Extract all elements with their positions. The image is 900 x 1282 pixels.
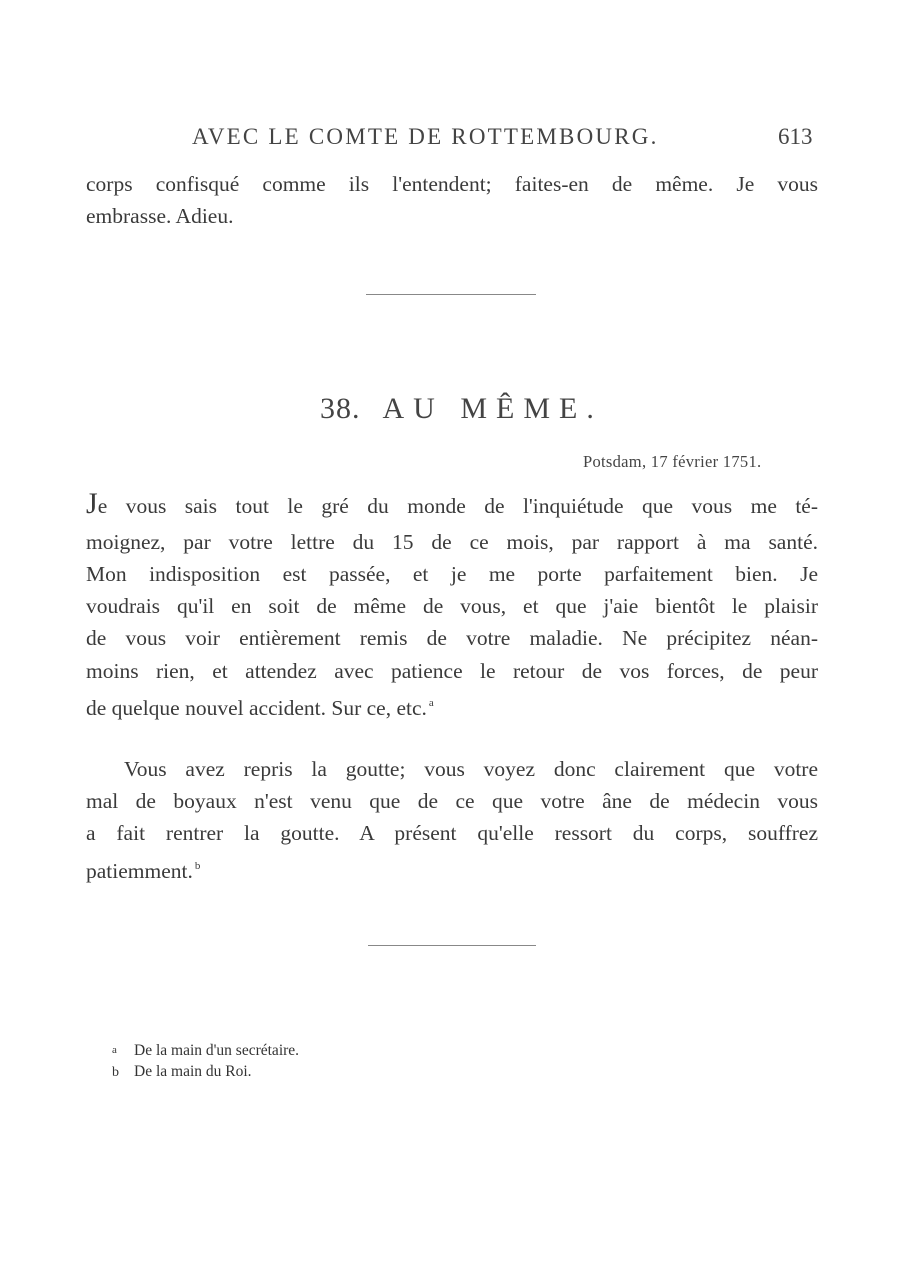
text-line-rest: e vous sais tout le gré du monde de l'inquiétude que vous me té- — [97, 494, 818, 518]
footnote-text: De la main du Roi. — [134, 1063, 252, 1080]
footnote-a — [112, 1040, 299, 1061]
letter-title: AU MÊME. — [382, 392, 603, 425]
text-line: embrasse. Adieu. — [86, 204, 234, 228]
running-title: AVEC LE COMTE DE ROTTEMBOURG. — [192, 124, 659, 149]
footnote-ref-a[interactable]: a — [428, 697, 434, 709]
text-line: de vous voir entièrement remis de votre maladie. Ne précipitez néan- — [86, 626, 818, 650]
text-line: a fait rentrer la goutte. A présent qu'elle ressort du corps, souffrez — [86, 821, 818, 845]
footnote-mark: a — [112, 1044, 117, 1056]
text-line: corps confisqué comme ils l'entendent; faites-en de même. Je vous — [86, 172, 818, 196]
text-line: mal de boyaux n'est venu que de ce que votre âne de médecin vous — [86, 789, 818, 813]
text-line: Mon indisposition est passée, et je me porte parfaitement bien. Je — [86, 562, 818, 586]
text-line-content: patiemment. — [86, 859, 193, 883]
text-line-content: de quelque nouvel accident. Sur ce, etc. — [86, 696, 427, 720]
drop-cap: J — [86, 487, 98, 520]
dateline: Potsdam, 17 février 1751. — [583, 452, 762, 471]
footnotes — [112, 1040, 299, 1083]
text-line: moins rien, et attendez avec patience le retour de vos forces, de peur — [86, 659, 818, 683]
footnote-mark: b — [112, 1065, 119, 1080]
page-number: 613 — [778, 124, 813, 149]
text-line — [86, 850, 818, 887]
text-line: voudrais qu'il en soit de même de vous, et que j'aie bientôt le plaisir — [86, 594, 818, 618]
section-divider — [368, 945, 536, 946]
text-line: moignez, par votre lettre du 15 de ce mois, par rapport à ma santé. — [86, 530, 818, 554]
text-line — [86, 687, 818, 724]
running-head — [0, 124, 900, 154]
text-line — [86, 487, 818, 522]
footnote-b — [112, 1061, 299, 1083]
letter-number: 38. — [320, 392, 361, 425]
section-divider — [366, 294, 536, 295]
footnote-ref-b[interactable]: b — [194, 860, 201, 872]
text-line: Vous avez repris la goutte; vous voyez donc clairement que votre — [124, 757, 818, 781]
letter-heading — [320, 392, 603, 426]
footnote-text: De la main d'un secrétaire. — [134, 1042, 300, 1059]
